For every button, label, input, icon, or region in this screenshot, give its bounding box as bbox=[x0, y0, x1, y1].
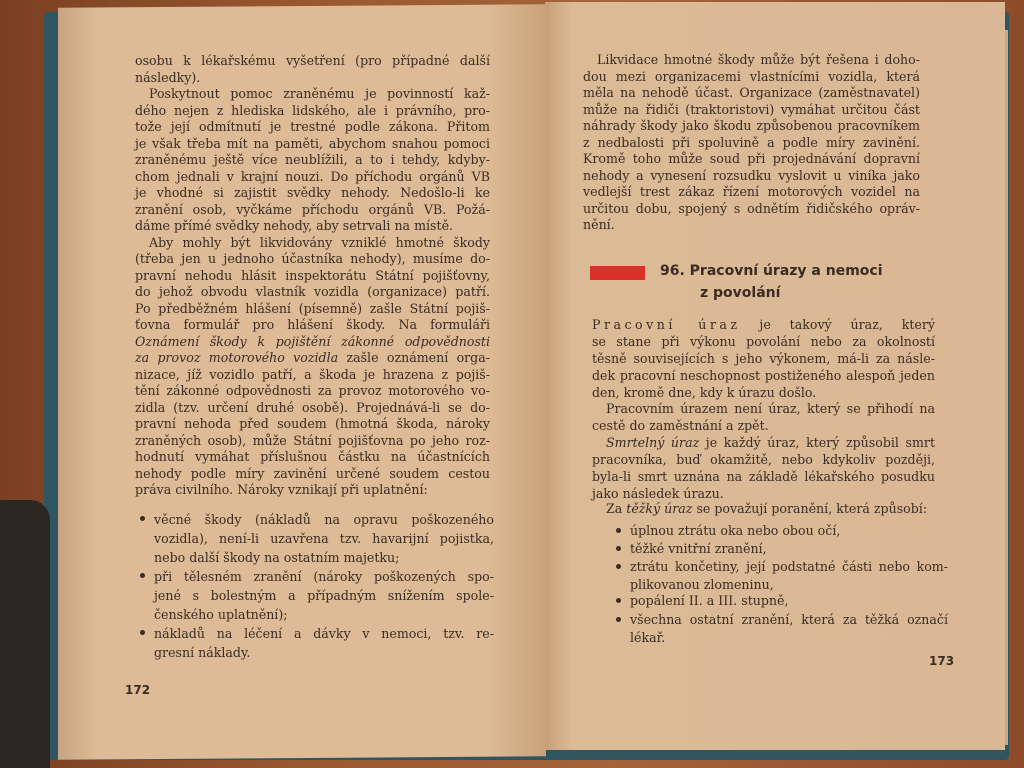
text-line: zraněnému ještě více neublížili, a to i tehdy, kdyby- bbox=[135, 152, 490, 167]
text-line: plikovanou zlomeninu, bbox=[630, 576, 774, 592]
text-segment: je každý úraz, který způsobil smrt bbox=[699, 435, 936, 450]
text-segment: se považují poranění, která způsobí: bbox=[692, 501, 928, 516]
bullet-item bbox=[154, 624, 494, 662]
text-line: byla-li smrt uznána na základě lékařského posudku bbox=[592, 469, 935, 484]
text-segment: zašle oznámení orga- bbox=[338, 350, 490, 365]
page-number-left: 172 bbox=[125, 683, 151, 697]
text-line: pravní nehodu hlásit inspektorátu Státní pojišťovny, bbox=[135, 267, 490, 283]
text-line: nehody a vynesení rozsudku vyslovit u viníka jako bbox=[583, 167, 920, 183]
bullet-icon bbox=[616, 598, 621, 603]
text-line: Kromě toho může soud při projednávání dopravní bbox=[583, 151, 920, 166]
italic-text: Oznámení škody k pojištění zákonné odpovědnosti bbox=[135, 333, 490, 349]
text-line: nákladů na léčení a dávky v nemoci, tzv. re- bbox=[154, 626, 494, 641]
text-line: náhrady škody jako škodu způsobenou pracovníkem bbox=[583, 118, 920, 133]
text-line: chom jednali v krajní nouzi. Do příchodu orgánů VB bbox=[135, 168, 490, 184]
bullet-item bbox=[630, 592, 948, 610]
text-line: může na řidiči (traktoristovi) vymáhat určitou část bbox=[583, 101, 920, 117]
text-line: tože její odmítnutí je trestné podle zákona. Přitom bbox=[135, 119, 490, 134]
section-accent-bar bbox=[590, 266, 645, 280]
text-line: vozidla), není-li uzavřena tzv. havarijní pojistka, bbox=[154, 531, 494, 546]
paragraph bbox=[135, 86, 490, 235]
italic-text: za provoz motorového vozidla bbox=[135, 350, 339, 365]
text-line: měla na nehodě účast. Organizace (zaměstnavatel) bbox=[583, 85, 920, 100]
text-line: nizace, jíž vozidlo patří, a škoda je hrazena z pojiš- bbox=[135, 366, 490, 382]
text-line: zraněných osob), může Státní pojišťovna po jeho roz- bbox=[135, 432, 490, 448]
text-line: práva civilního. Nároky vznikají při uplatnění: bbox=[135, 482, 428, 497]
text-line: popálení II. a III. stupně, bbox=[630, 593, 789, 608]
text-line bbox=[135, 334, 490, 351]
paragraph bbox=[592, 316, 935, 401]
text-line: je vhodné si zajistit svědky nehody. Nedošlo-li ke bbox=[135, 185, 490, 200]
text-line: Likvidace hmotné škody může být řešena i doho- bbox=[597, 52, 920, 67]
text-line: dou mezi organizacemi vlastnícími vozidla, která bbox=[583, 68, 920, 84]
section-heading-line2: z povolání bbox=[700, 285, 781, 301]
text-line bbox=[592, 316, 935, 333]
text-line: nění. bbox=[583, 217, 615, 232]
text-line: všechna ostatní zranění, která za těžká označí bbox=[630, 612, 948, 627]
text-line: tění zákonné odpovědnosti za provoz motorového vo- bbox=[135, 383, 490, 398]
paragraph bbox=[592, 500, 935, 517]
text-line: (třeba jen u jednoho účastníka nehody), musíme do- bbox=[135, 251, 490, 266]
paragraph bbox=[135, 53, 490, 86]
text-line: Aby mohly být likvidovány vzniklé hmotné škody bbox=[149, 234, 490, 250]
text-line: se stane při výkonu povolání nebo za okolností bbox=[592, 334, 935, 349]
bullet-item bbox=[154, 567, 494, 624]
dark-object bbox=[0, 500, 50, 768]
text-line: dáme přímé svědky nehody, aby setrvali na místě. bbox=[135, 218, 454, 233]
text-line: cestě do zaměstnání a zpět. bbox=[592, 418, 769, 433]
bullet-item bbox=[630, 540, 948, 558]
text-line: do jehož obvodu vlastník vozidla (organizace) patří. bbox=[135, 284, 490, 299]
text-line: Pracovním úrazem není úraz, který se přihodí na bbox=[606, 401, 935, 416]
text-line: jené s bolestným a případným snížením spole- bbox=[154, 588, 494, 603]
text-line: lékař. bbox=[630, 629, 666, 645]
text-line: ztrátu končetiny, její podstatné části nebo kom- bbox=[630, 559, 948, 574]
text-line: pravní nehoda před soudem (hmotná škoda, nároky bbox=[135, 416, 490, 431]
text-line: Poskytnout pomoc zraněnému je povinností kaž- bbox=[149, 86, 490, 101]
text-line: nebo další škody na ostatním majetku; bbox=[154, 550, 400, 565]
text-line: vedlejší trest zákaz řízení motorových vozidel na bbox=[583, 184, 920, 199]
bullet-icon bbox=[616, 617, 621, 622]
text-line: osobu k lékařskému vyšetření (pro případné další bbox=[135, 53, 490, 68]
text-line: následky). bbox=[135, 69, 201, 85]
text-line: zranění osob, vyčkáme příchodu orgánů VB. Požá- bbox=[135, 201, 490, 217]
bullet-icon bbox=[616, 546, 621, 551]
text-line: při tělesném zranění (nároky poškozených spo- bbox=[154, 569, 494, 584]
text-line: gresní náklady. bbox=[154, 645, 251, 660]
bullet-item bbox=[630, 611, 948, 646]
text-line bbox=[135, 350, 490, 367]
paragraph bbox=[135, 235, 490, 499]
text-line: nehody podle míry zavinění určené soudem cestou bbox=[135, 465, 490, 481]
bullet-item bbox=[630, 522, 948, 540]
text-line: čenského uplatnění); bbox=[154, 607, 288, 622]
paragraph bbox=[592, 434, 935, 502]
text-line: zidla (tzv. určení druhé osobě). Projednává-li se do- bbox=[135, 399, 490, 415]
text-line: ťovna formulář pro hlášení škody. Na formuláři bbox=[135, 317, 490, 332]
text-segment: je takový úraz, který bbox=[740, 317, 935, 332]
italic-text: těžký úraz bbox=[626, 501, 693, 516]
paragraph bbox=[592, 400, 935, 434]
bullet-item bbox=[630, 558, 948, 593]
page-number-right: 173 bbox=[929, 654, 955, 668]
italic-text: Smrtelný úraz bbox=[606, 435, 700, 450]
bullet-icon bbox=[616, 564, 621, 569]
bullet-icon bbox=[140, 630, 145, 635]
bullet-icon bbox=[140, 516, 145, 521]
text-line: věcné škody (nákladů na opravu poškozeného bbox=[154, 512, 494, 527]
text-line: Po předběžném hlášení (písemně) zašle Státní pojiš- bbox=[135, 300, 490, 316]
text-line: pracovníka, buď okamžitě, nebo kdykoliv později, bbox=[592, 452, 935, 467]
text-line: dek pracovní neschopnost postiženého alespoň jeden bbox=[592, 368, 935, 383]
text-line: je však třeba mít na paměti, abychom snahou pomoci bbox=[135, 135, 490, 151]
text-line: den, kromě dne, kdy k úrazu došlo. bbox=[592, 385, 817, 400]
text-segment: Pracovní úraz bbox=[592, 317, 741, 332]
text-line bbox=[592, 500, 935, 517]
bullet-icon bbox=[616, 528, 621, 533]
text-segment: Za bbox=[606, 501, 627, 516]
text-line: jako následek úrazu. bbox=[592, 486, 724, 501]
text-line: těžké vnitřní zranění, bbox=[630, 541, 767, 556]
text-line: dého nejen z hlediska lidského, ale i právního, pro- bbox=[135, 102, 490, 118]
text-line: těsně souvisejících s jeho výkonem, má-li za násle- bbox=[592, 351, 935, 366]
text-line: hodnutí vymáhat příslušnou částku na účastnících bbox=[135, 449, 490, 464]
bullet-icon bbox=[140, 573, 145, 578]
section-heading-line1: 96. Pracovní úrazy a nemoci bbox=[660, 263, 883, 279]
text-line: z nedbalosti při spoluvině a podle míry zavinění. bbox=[583, 134, 920, 150]
bullet-item bbox=[154, 510, 494, 567]
text-line: určitou dobu, spojený s odnětím řidičského opráv- bbox=[583, 200, 920, 216]
text-line: úplnou ztrátu oka nebo obou očí, bbox=[630, 523, 841, 538]
text-line bbox=[592, 434, 935, 451]
paragraph bbox=[583, 52, 920, 234]
